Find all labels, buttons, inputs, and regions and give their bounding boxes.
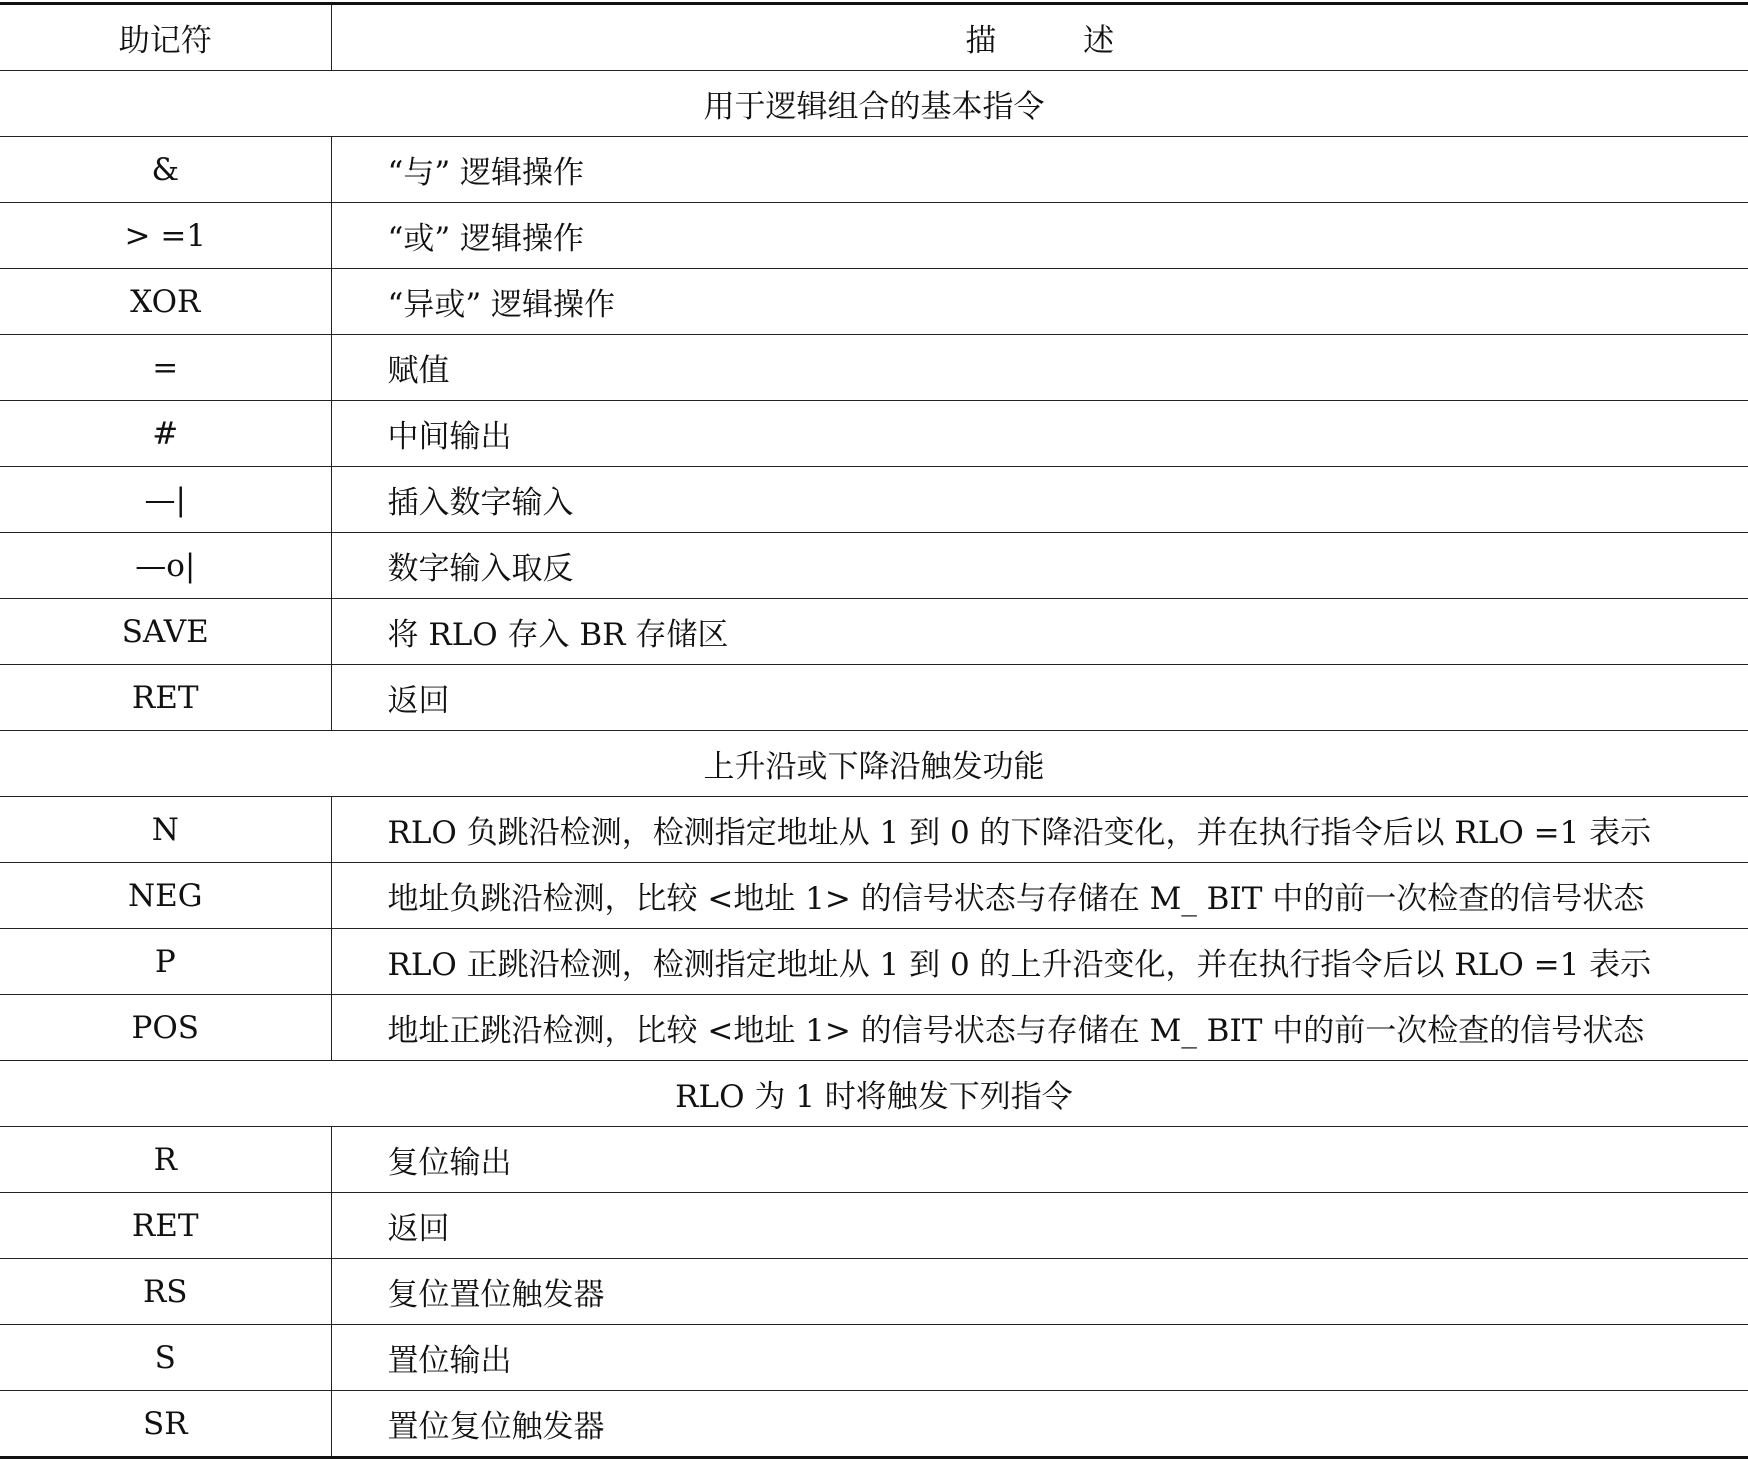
- table-row: [0, 401, 1748, 467]
- table-row: [0, 533, 1748, 599]
- table-row: [0, 797, 1748, 863]
- mnemonic-table: [0, 2, 1748, 1459]
- table-row: [0, 1127, 1748, 1193]
- description-cell: “或” 逻辑操作: [331, 203, 1748, 269]
- table-row: [0, 335, 1748, 401]
- description-cell: 数字输入取反: [331, 533, 1748, 599]
- description-cell: 复位输出: [331, 1127, 1748, 1193]
- table-row: [0, 863, 1748, 929]
- table-row: [0, 995, 1748, 1061]
- header-mnemonic: 助记符: [0, 4, 331, 71]
- description-cell: 插入数字输入: [331, 467, 1748, 533]
- mnemonic-cell: —o|: [0, 533, 331, 599]
- table-row: [0, 1325, 1748, 1391]
- table-row: [0, 137, 1748, 203]
- mnemonic-cell: RET: [0, 1193, 331, 1259]
- description-cell: 地址正跳沿检测，比较 <地址 1> 的信号状态与存储在 M_ BIT 中的前一次检查的信号状态: [331, 995, 1748, 1061]
- description-cell: RLO 正跳沿检测，检测指定地址从 1 到 0 的上升沿变化，并在执行指令后以 RLO =1 表示: [331, 929, 1748, 995]
- table-row: [0, 203, 1748, 269]
- table-row: [0, 467, 1748, 533]
- mnemonic-cell: RET: [0, 665, 331, 731]
- mnemonic-cell: =: [0, 335, 331, 401]
- description-cell: 地址负跳沿检测，比较 <地址 1> 的信号状态与存储在 M_ BIT 中的前一次检查的信号状态: [331, 863, 1748, 929]
- table-row: [0, 1391, 1748, 1458]
- mnemonic-cell: #: [0, 401, 331, 467]
- description-cell: 中间输出: [331, 401, 1748, 467]
- header-row: [0, 4, 1748, 71]
- mnemonic-cell: N: [0, 797, 331, 863]
- mnemonic-cell: XOR: [0, 269, 331, 335]
- table-row: [0, 1259, 1748, 1325]
- description-cell: “异或” 逻辑操作: [331, 269, 1748, 335]
- description-cell: 置位复位触发器: [331, 1391, 1748, 1458]
- mnemonic-cell: RS: [0, 1259, 331, 1325]
- table-row: [0, 665, 1748, 731]
- mnemonic-cell: S: [0, 1325, 331, 1391]
- table-row: [0, 929, 1748, 995]
- description-cell: 置位输出: [331, 1325, 1748, 1391]
- table-row: [0, 599, 1748, 665]
- description-cell: 返回: [331, 1193, 1748, 1259]
- mnemonic-cell: NEG: [0, 863, 331, 929]
- description-cell: RLO 负跳沿检测，检测指定地址从 1 到 0 的下降沿变化，并在执行指令后以 RLO =1 表示: [331, 797, 1748, 863]
- section-title: 用于逻辑组合的基本指令: [0, 71, 1748, 137]
- description-cell: “与” 逻辑操作: [331, 137, 1748, 203]
- table-row: [0, 269, 1748, 335]
- mnemonic-cell: SAVE: [0, 599, 331, 665]
- description-cell: 将 RLO 存入 BR 存储区: [331, 599, 1748, 665]
- section-row: [0, 1061, 1748, 1127]
- mnemonic-cell: —|: [0, 467, 331, 533]
- mnemonic-cell: &: [0, 137, 331, 203]
- mnemonic-cell: POS: [0, 995, 331, 1061]
- section-row: [0, 731, 1748, 797]
- mnemonic-cell: > =1: [0, 203, 331, 269]
- description-cell: 返回: [331, 665, 1748, 731]
- section-row: [0, 71, 1748, 137]
- section-title: 上升沿或下降沿触发功能: [0, 731, 1748, 797]
- description-cell: 复位置位触发器: [331, 1259, 1748, 1325]
- description-cell: 赋值: [331, 335, 1748, 401]
- header-description: 描 述: [331, 4, 1748, 71]
- section-title: RLO 为 1 时将触发下列指令: [0, 1061, 1748, 1127]
- mnemonic-cell: SR: [0, 1391, 331, 1458]
- table-body: [0, 4, 1748, 1458]
- mnemonic-cell: R: [0, 1127, 331, 1193]
- mnemonic-cell: P: [0, 929, 331, 995]
- table-row: [0, 1193, 1748, 1259]
